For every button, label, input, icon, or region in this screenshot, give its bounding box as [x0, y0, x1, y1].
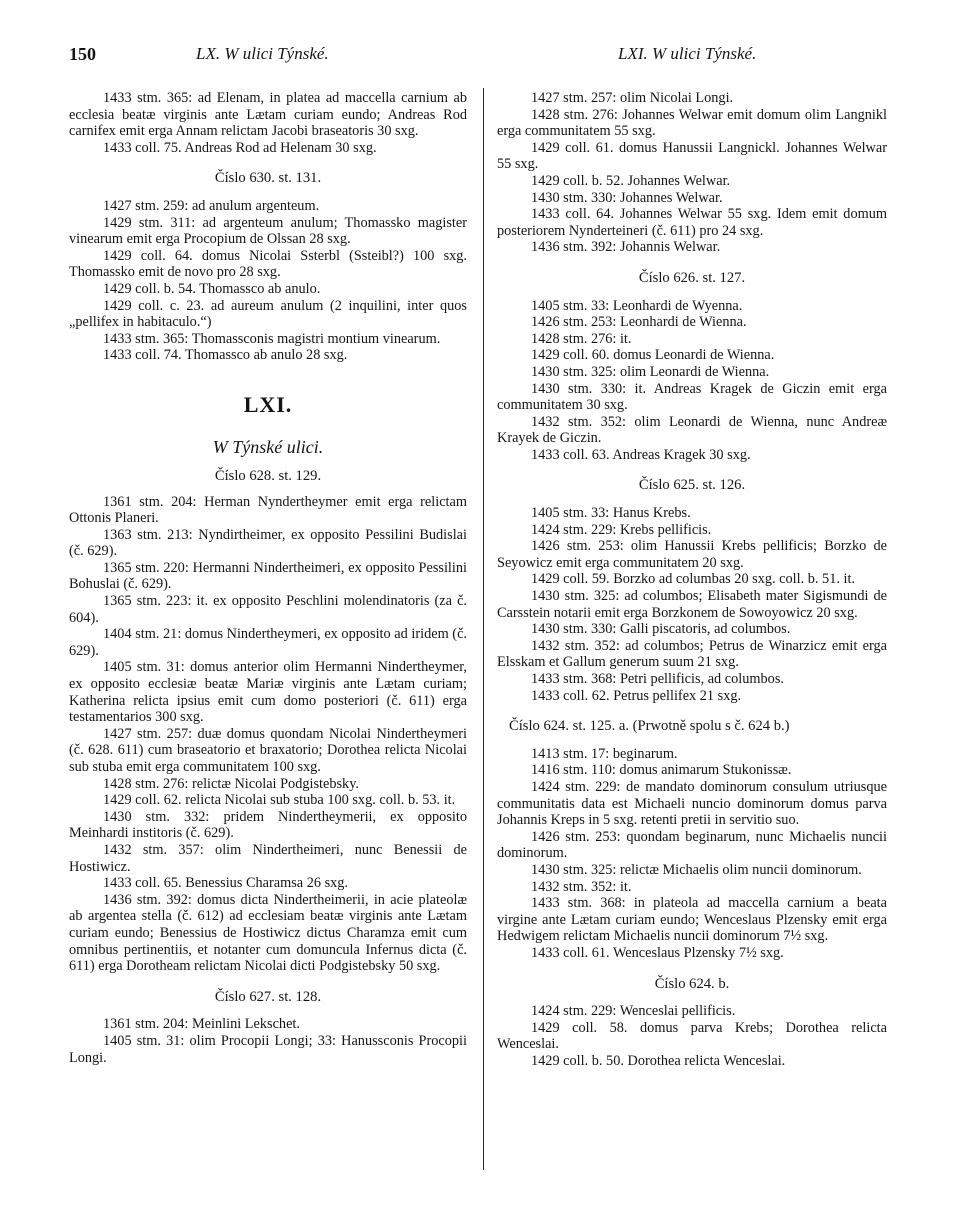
register-entry: 1433 stm. 368: in plateola ad maccella carnium a beata virgine ante Lætam curiam eundo; Wenceslaus Plzensky emit erga Hedwigem relictam Michaelis nuncii dominorum 7½ sxg.: [497, 895, 887, 945]
chapter-number: LXI.: [243, 391, 293, 417]
left-column: [69, 90, 467, 1066]
register-entry: 1426 stm. 253: olim Hanussii Krebs pellificis; Borzko de Seyowicz emit erga communitatem 20 sxg.: [497, 538, 887, 571]
entries-628: [69, 494, 467, 975]
register-entry: 1429 coll. c. 23. ad aureum anulum (2 inquilini, inter quos „pellifex in habitaculo.“): [69, 297, 467, 331]
register-entry: 1429 coll. 59. Borzko ad columbas 20 sxg. coll. b. 51. it.: [531, 571, 856, 588]
register-entry: 1424 stm. 229: Krebs pellificis.: [531, 521, 712, 538]
entries-626: [497, 298, 887, 464]
register-entry: 1432 stm. 357: olim Nindertheimeri, nunc Benessii de Hostiwicz.: [69, 841, 467, 875]
register-entry: 1365 stm. 223: it. ex opposito Peschlini molendinatoris (za č. 604).: [69, 593, 467, 626]
register-entry: 1363 stm. 213: Nyndirtheimer, ex opposito Pessilini Budislai (č. 629).: [69, 526, 467, 560]
register-entry: 1429 coll. 64. domus Nicolai Ssterbl (Ssteibl?) 100 sxg. Thomassko emit de novo pro 28 sxg.: [69, 247, 467, 281]
register-entry: 1416 stm. 110: domus animarum Stukonissæ.: [531, 762, 792, 779]
right-column: [497, 90, 887, 1069]
register-entry: 1430 stm. 330: Galli piscatoris, ad columbos.: [531, 621, 791, 638]
entries-624b: [497, 1003, 887, 1069]
register-entry: 1429 coll. b. 50. Dorothea relicta Wenceslai.: [531, 1052, 786, 1069]
entries-627-continued: [497, 90, 887, 256]
register-entry: 1405 stm. 33: Hanus Krebs.: [531, 505, 691, 522]
register-entry: 1430 stm. 325: relictæ Michaelis olim nuncii dominorum.: [531, 861, 862, 878]
register-entry: 1433 coll. 65. Benessius Charamsa 26 sxg.: [103, 875, 349, 892]
running-head-left: LX. W ulici Týnské.: [196, 44, 329, 63]
page-number: 150: [69, 44, 96, 64]
entries-624a: [497, 746, 887, 962]
register-entry: 1429 stm. 311: ad argenteum anulum; Thomassko magister vinearum emit erga Procopium de Olssan 28 sxg.: [69, 214, 467, 248]
register-entry: 1404 stm. 21: domus Nindertheymeri, ex opposito ad iridem (č. 629).: [69, 626, 467, 659]
heading-cislo-624a: Číslo 624. st. 125. a. (Prwotně spolu s č. 624 b.): [509, 718, 790, 735]
heading-cislo-630: Číslo 630. st. 131.: [214, 170, 322, 187]
register-entry: 1429 coll. 60. domus Leonardi de Wienna.: [531, 347, 775, 364]
register-entry: 1361 stm. 204: Meinlini Lekschet.: [103, 1016, 300, 1033]
heading-cislo-627: Číslo 627. st. 128.: [214, 988, 322, 1005]
street-title: W Týnské ulici.: [212, 436, 324, 457]
register-entry: 1427 stm. 259: ad anulum argenteum.: [103, 197, 320, 214]
register-entry: 1430 stm. 330: it. Andreas Kragek de Giczin emit erga communitatem 30 sxg.: [497, 380, 887, 414]
register-entry: 1433 coll. 75. Andreas Rod ad Helenam 30 sxg.: [103, 139, 377, 156]
register-entry: 1426 stm. 253: quondam beginarum, nunc Michaelis nuncii dominorum.: [497, 828, 887, 862]
register-entry: 1426 stm. 253: Leonhardi de Wienna.: [531, 314, 747, 331]
heading-cislo-626: Číslo 626. st. 127.: [638, 269, 746, 286]
register-entry: 1361 stm. 204: Herman Nyndertheymer emit erga relictam Ottonis Planeri.: [69, 493, 467, 527]
register-entry: 1430 stm. 332: pridem Nindertheymerii, ex opposito Meinhardi institoris (č. 629).: [69, 808, 467, 842]
register-entry: 1365 stm. 220: Hermanni Nindertheimeri, ex opposito Pessilini Bohuslai (č. 629).: [69, 559, 467, 593]
register-entry: 1430 stm. 325: ad columbos; Elisabeth mater Sigismundi de Carsstein notarii emit erga Borzkonem de Sowoyowicz 20 sxg.: [497, 588, 887, 621]
register-entry: 1433 coll. 74. Thomassco ab anulo 28 sxg.: [103, 347, 348, 364]
register-entry: 1433 coll. 64. Johannes Welwar 55 sxg. Idem emit domum posteriorem Nynderteineri (č. 611) pro 24 sxg.: [497, 206, 887, 239]
running-head-right: LXI. W ulici Týnské.: [618, 44, 757, 63]
register-entry: 1405 stm. 31: olim Procopii Longi; 33: Hanussconis Procopii Longi.: [69, 1032, 467, 1066]
register-entry: 1430 stm. 330: Johannes Welwar.: [531, 189, 723, 206]
register-entry: 1433 stm. 365: ad Elenam, in platea ad maccella carnium ab ecclesia beatæ virginis ante Lætam curiam eundo; Andreas Rod carnifex emit erga Annam relictam Jacobi braseatoris 30 sxg.: [69, 90, 467, 140]
register-entry: 1424 stm. 229: Wenceslai pellificis.: [531, 1003, 736, 1020]
register-entry: 1432 stm. 352: ad columbos; Petrus de Winarzicz emit erga Elsskam et Gallum generum suum 21 sxg.: [497, 637, 887, 671]
register-entry: 1429 coll. 62. relicta Nicolai sub stuba 100 sxg. coll. b. 53. it.: [103, 792, 456, 809]
register-entry: 1432 stm. 352: olim Leonardi de Wienna, nunc Andreæ Krayek de Giczin.: [497, 413, 887, 447]
register-entry: 1405 stm. 33: Leonhardi de Wyenna.: [531, 297, 743, 314]
register-entry: 1433 coll. 62. Petrus pellifex 21 sxg.: [531, 687, 742, 704]
entries-630: [69, 198, 467, 364]
entries-lx-tail: [69, 90, 467, 156]
register-entry: 1428 stm. 276: it.: [531, 330, 632, 347]
register-entry: 1424 stm. 229: de mandato dominorum consulum utriusque communitatis data est Michaeli nuncio dominorum domus parva Johannis Kreps in 5 sxg. retenti pretii in servitio suo.: [497, 778, 887, 829]
register-entry: 1429 coll. 58. domus parva Krebs; Dorothea relicta Wenceslai.: [497, 1019, 887, 1053]
register-entry: 1430 stm. 325: olim Leonardi de Wienna.: [531, 363, 770, 380]
register-entry: 1429 coll. b. 54. Thomassco ab anulo.: [103, 280, 321, 297]
register-entry: 1405 stm. 31: domus anterior olim Hermanni Nindertheymer, ex opposito ecclesiæ beatæ Mariæ virginis ante Lætam curiam; Katherina relicta ipsius emit cum domo posteriori (č. 611) erga testamentarios 300 sxg.: [69, 659, 467, 726]
register-entry: 1433 stm. 365: Thomassconis magistri montium vinearum.: [103, 330, 441, 347]
entries-627: [69, 1016, 467, 1066]
register-entry: 1413 stm. 17: beginarum.: [531, 745, 678, 762]
register-entry: 1436 stm. 392: domus dicta Nindertheimerii, in acie plateolæ ab argentea stella (č. 612) ad ecclesiam beatæ virginis ante Lætam curiam eundo; Benessius de Hostiwicz dictus Charamza emit cum omnibus pertinentiis, et notanter cum domuncula Infernus dicta (č. 611) erga Dorotheam relictam Nicolai dicti Podgistebsky 50 sxg.: [69, 891, 467, 975]
register-entry: 1436 stm. 392: Johannis Welwar.: [531, 239, 721, 256]
register-entry: 1433 stm. 368: Petri pellificis, ad columbos.: [531, 671, 784, 687]
register-entry: 1428 stm. 276: Johannes Welwar emit domum olim Langnikl erga communitatem 55 sxg.: [497, 106, 887, 140]
register-entry: 1433 coll. 61. Wenceslaus Plzensky 7½ sxg.: [531, 944, 784, 961]
heading-cislo-625: Číslo 625. st. 126.: [638, 477, 746, 494]
register-entry: 1433 coll. 63. Andreas Kragek 30 sxg.: [531, 446, 751, 463]
entries-625: [497, 505, 887, 704]
register-entry: 1427 stm. 257: olim Nicolai Longi.: [531, 90, 734, 106]
register-entry: 1429 coll. b. 52. Johannes Welwar.: [531, 172, 731, 189]
register-entry: 1427 stm. 257: duæ domus quondam Nicolai Nindertheymeri (č. 628. 611) cum braseatorio et braxatorio; Dorothea relicta Nicolai sub stuba emit erga communitatem 100 sxg.: [69, 725, 467, 775]
register-entry: 1429 coll. 61. domus Hanussii Langnickl. Johannes Welwar 55 sxg.: [497, 139, 887, 173]
register-entry: 1428 stm. 276: relictæ Nicolai Podgistebsky.: [103, 775, 360, 792]
heading-cislo-628: Číslo 628. st. 129.: [214, 467, 322, 484]
heading-cislo-624b: Číslo 624. b.: [654, 975, 730, 992]
column-divider: [483, 88, 484, 1170]
register-entry: 1432 stm. 352: it.: [531, 878, 632, 895]
